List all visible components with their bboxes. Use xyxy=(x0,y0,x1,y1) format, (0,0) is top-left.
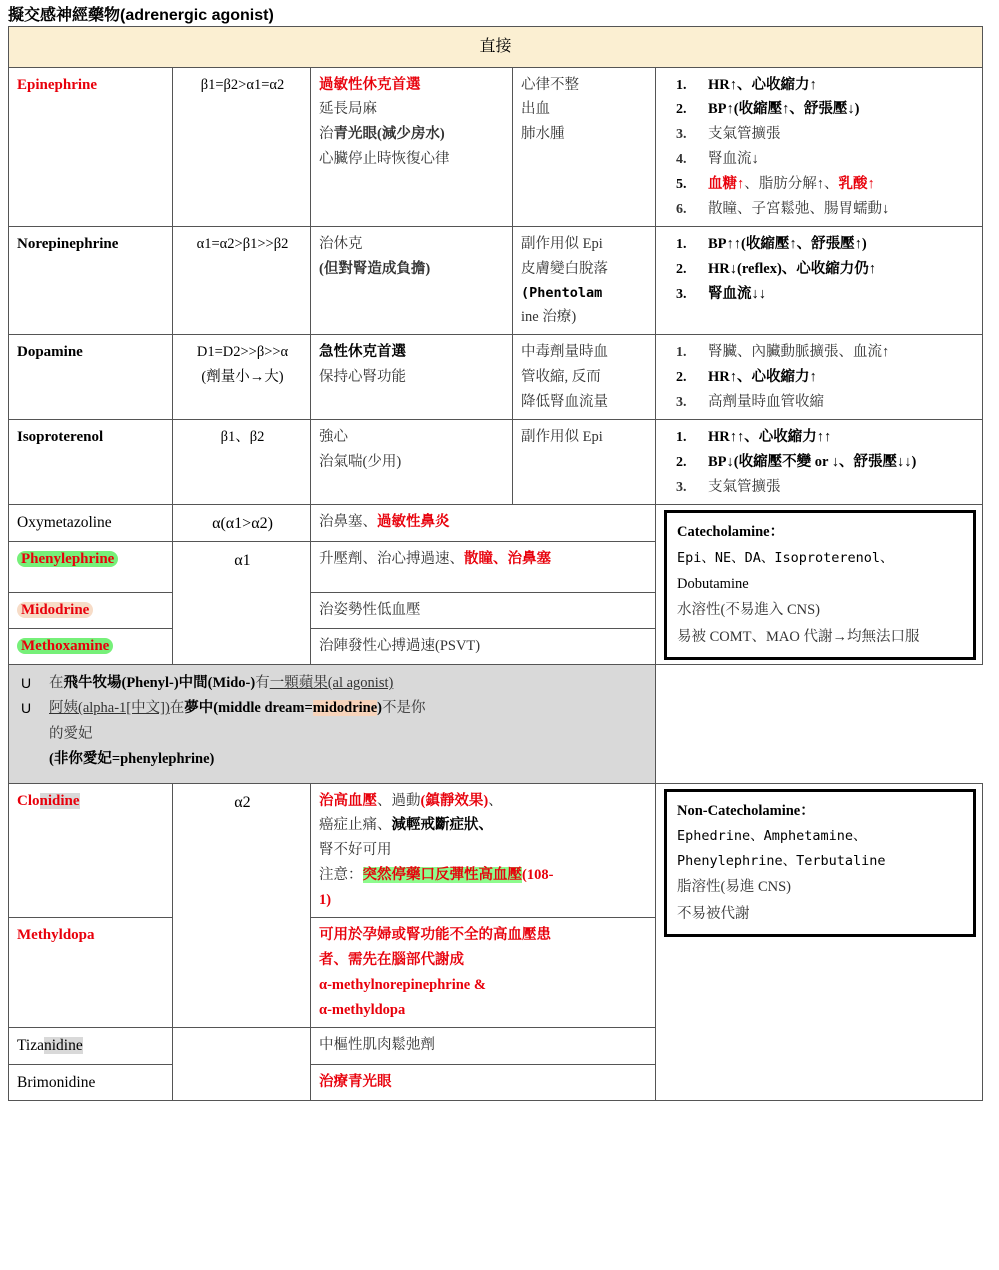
table-row-epinephrine xyxy=(9,67,983,227)
table-row-oxymetazoline xyxy=(9,504,983,542)
uses-clonidine: 治高血壓、過動(鎮靜效果)、 癌症止痛、減輕戒斷症狀、 腎不好可用 注意：突然停藥口反彈性高血壓(108- 1) xyxy=(311,783,656,918)
receptor-blank-bottom xyxy=(173,1027,311,1100)
uses-tizanidine: 中樞性肌肉鬆弛劑 xyxy=(311,1027,656,1064)
highlight-gray: nidine xyxy=(44,1036,83,1054)
side-effects-norepinephrine: 副作用似 Epi 皮膚變白脫落 (Phentolam ine 治療) xyxy=(513,227,656,335)
mnemonic-line-2: U 阿姨(alpha-1[中文])在夢中(middle dream=midodrine)不是你 xyxy=(15,696,649,721)
bullet-glyph: U xyxy=(21,675,32,692)
mnemonic-line-3: (非你愛妃=phenylephrine) xyxy=(49,751,215,768)
drug-name-methoxamine xyxy=(9,629,173,665)
uses-dopamine: 急性休克首選 保持心腎功能 xyxy=(311,335,513,420)
list-item: 1. HR↑、心收縮力↑ xyxy=(690,73,976,98)
non-catecholamine-list-2: Phenylephrine、Terbutaline xyxy=(677,853,886,870)
catecholamine-list-1: Epi、NE、DA、Isoproterenol、 xyxy=(677,549,894,566)
list-item: 4. 腎血流↓ xyxy=(690,147,976,172)
receptor-alpha1: α1 xyxy=(173,542,311,665)
side-effects-epinephrine: 心律不整 出血 肺水腫 xyxy=(513,67,656,227)
table-row-isoproterenol xyxy=(9,419,983,504)
mnemonic-line-1: U 在飛牛牧場(Phenyl-)中間(Mido-)有一顆蘋果(al agonist) xyxy=(15,671,649,696)
uses-methyldopa: 可用於孕婦或腎功能不全的高血壓患 者、需先在腦部代謝成 α-methylnorepinephrine & α-methyldopa xyxy=(311,918,656,1028)
drug-name-norepinephrine: Norepinephrine xyxy=(9,227,173,335)
list-item: 2. BP↑(收縮壓↑、舒張壓↓) xyxy=(690,97,976,122)
table-row-dopamine xyxy=(9,335,983,420)
receptor-norepinephrine: α1=α2>β1>>β2 xyxy=(173,227,311,335)
non-catecholamine-title: Non-Catecholamine： xyxy=(677,802,815,819)
list-item: 3. 腎血流↓↓ xyxy=(690,282,976,307)
list-item: 2. BP↓(收縮壓不變 or ↓、舒張壓↓↓) xyxy=(690,450,976,475)
drug-name-epinephrine: Epinephrine xyxy=(9,67,173,227)
uses-brimonidine: 治療青光眼 xyxy=(311,1064,656,1101)
highlight-peach: Midodrine xyxy=(17,602,93,618)
non-catecholamine-line-3: 脂溶性(易進 CNS) xyxy=(677,879,791,896)
drug-name-midodrine xyxy=(9,593,173,629)
catecholamine-line-3: 水溶性(不易進入 CNS) xyxy=(677,602,820,619)
list-item: 2. HR↑、心收縮力↑ xyxy=(690,365,976,390)
effects-norepinephrine xyxy=(656,227,983,335)
uses-norepinephrine: 治休克 (但對腎造成負擔) xyxy=(311,227,513,335)
side-effects-isoproterenol: 副作用似 Epi xyxy=(513,419,656,504)
drug-name-tizanidine: Tizanidine xyxy=(9,1027,173,1064)
uses-methoxamine: 治陣發性心搏過速(PSVT) xyxy=(311,629,656,665)
page-title: 擬交感神經藥物(adrenergic agonist) xyxy=(8,7,274,24)
catecholamine-title: Catecholamine： xyxy=(677,523,785,540)
receptor-oxymetazoline: α(α1>α2) xyxy=(173,504,311,542)
table-row-norepinephrine xyxy=(9,227,983,335)
receptor-isoproterenol: β1、β2 xyxy=(173,419,311,504)
table-row-clonidine xyxy=(9,783,983,918)
receptor-dopamine: D1=D2>>β>>α (劑量小→大) xyxy=(173,335,311,420)
drug-name-isoproterenol: Isoproterenol xyxy=(9,419,173,504)
table-header-cell: 直接 xyxy=(9,27,983,68)
drug-name-oxymetazoline: Oxymetazoline xyxy=(9,504,173,542)
list-item: 1. 腎臟、內臟動脈擴張、血流↑ xyxy=(690,340,976,365)
adrenergic-agonist-table xyxy=(8,26,983,1101)
drug-name-brimonidine: Brimonidine xyxy=(9,1064,173,1101)
catecholamine-box xyxy=(656,504,983,664)
highlight-green: Phenylephrine xyxy=(17,551,118,567)
highlight-gray: nidine xyxy=(39,792,80,809)
list-item: 5. 血糖↑、脂肪分解↑、乳酸↑ xyxy=(690,172,976,197)
mnemonic-line-2-cont: 的愛妃 xyxy=(49,725,93,742)
list-item: 6. 散瞳、子宮鬆弛、腸胃蠕動↓ xyxy=(690,197,976,222)
non-catecholamine-list-1: Ephedrine、Amphetamine、 xyxy=(677,828,867,845)
drug-name-dopamine: Dopamine xyxy=(9,335,173,420)
catecholamine-list-2: Dobutamine xyxy=(677,575,749,592)
uses-oxymetazoline: 治鼻塞、過敏性鼻炎 xyxy=(311,504,656,542)
drug-name-phenylephrine xyxy=(9,542,173,593)
non-catecholamine-line-4: 不易被代謝 xyxy=(677,906,750,923)
uses-phenylephrine: 升壓劑、治心搏過速、散瞳、治鼻塞 xyxy=(311,542,656,593)
list-item: 2. HR↓(reflex)、心收縮力仍↑ xyxy=(690,257,976,282)
list-item: 3. 高劑量時血管收縮 xyxy=(690,390,976,415)
catecholamine-line-4: 易被 COMT、MAO 代謝→均無法口服 xyxy=(677,629,920,646)
uses-midodrine: 治姿勢性低血壓 xyxy=(311,593,656,629)
list-item: 1. HR↑↑、心收縮力↑↑ xyxy=(690,425,976,450)
bullet-glyph: U xyxy=(21,700,32,717)
non-catecholamine-box xyxy=(656,783,983,1101)
table-header-row xyxy=(9,27,983,68)
drug-name-clonidine: Clonidine xyxy=(9,783,173,918)
drug-name-methyldopa: Methyldopa xyxy=(9,918,173,1028)
table-row-mnemonic xyxy=(9,665,983,784)
effects-epinephrine xyxy=(656,67,983,227)
receptor-epinephrine: β1=β2>α1=α2 xyxy=(173,67,311,227)
highlight-green: Methoxamine xyxy=(17,638,113,654)
effects-dopamine xyxy=(656,335,983,420)
effects-isoproterenol xyxy=(656,419,983,504)
highlight-peach: midodrine xyxy=(312,700,378,717)
list-item: 3. 支氣管擴張 xyxy=(690,475,976,500)
uses-bold-fragment: 青光眼 xyxy=(333,126,377,143)
highlight-green: 突然停藥口反彈性高血壓 xyxy=(362,867,522,884)
side-effects-dopamine: 中毒劑量時血 管收縮, 反而 降低腎血流量 xyxy=(513,335,656,420)
list-item: 1. BP↑↑(收縮壓↑、舒張壓↑) xyxy=(690,232,976,257)
mnemonic-block xyxy=(9,665,656,784)
uses-epinephrine: 過敏性休克首選 延長局麻 治青光眼(減少房水) 心臟停止時恢復心律 xyxy=(311,67,513,227)
list-item: 3. 支氣管擴張 xyxy=(690,122,976,147)
receptor-alpha2: α2 xyxy=(173,783,311,1027)
uses-isoproterenol: 強心 治氣喘(少用) xyxy=(311,419,513,504)
